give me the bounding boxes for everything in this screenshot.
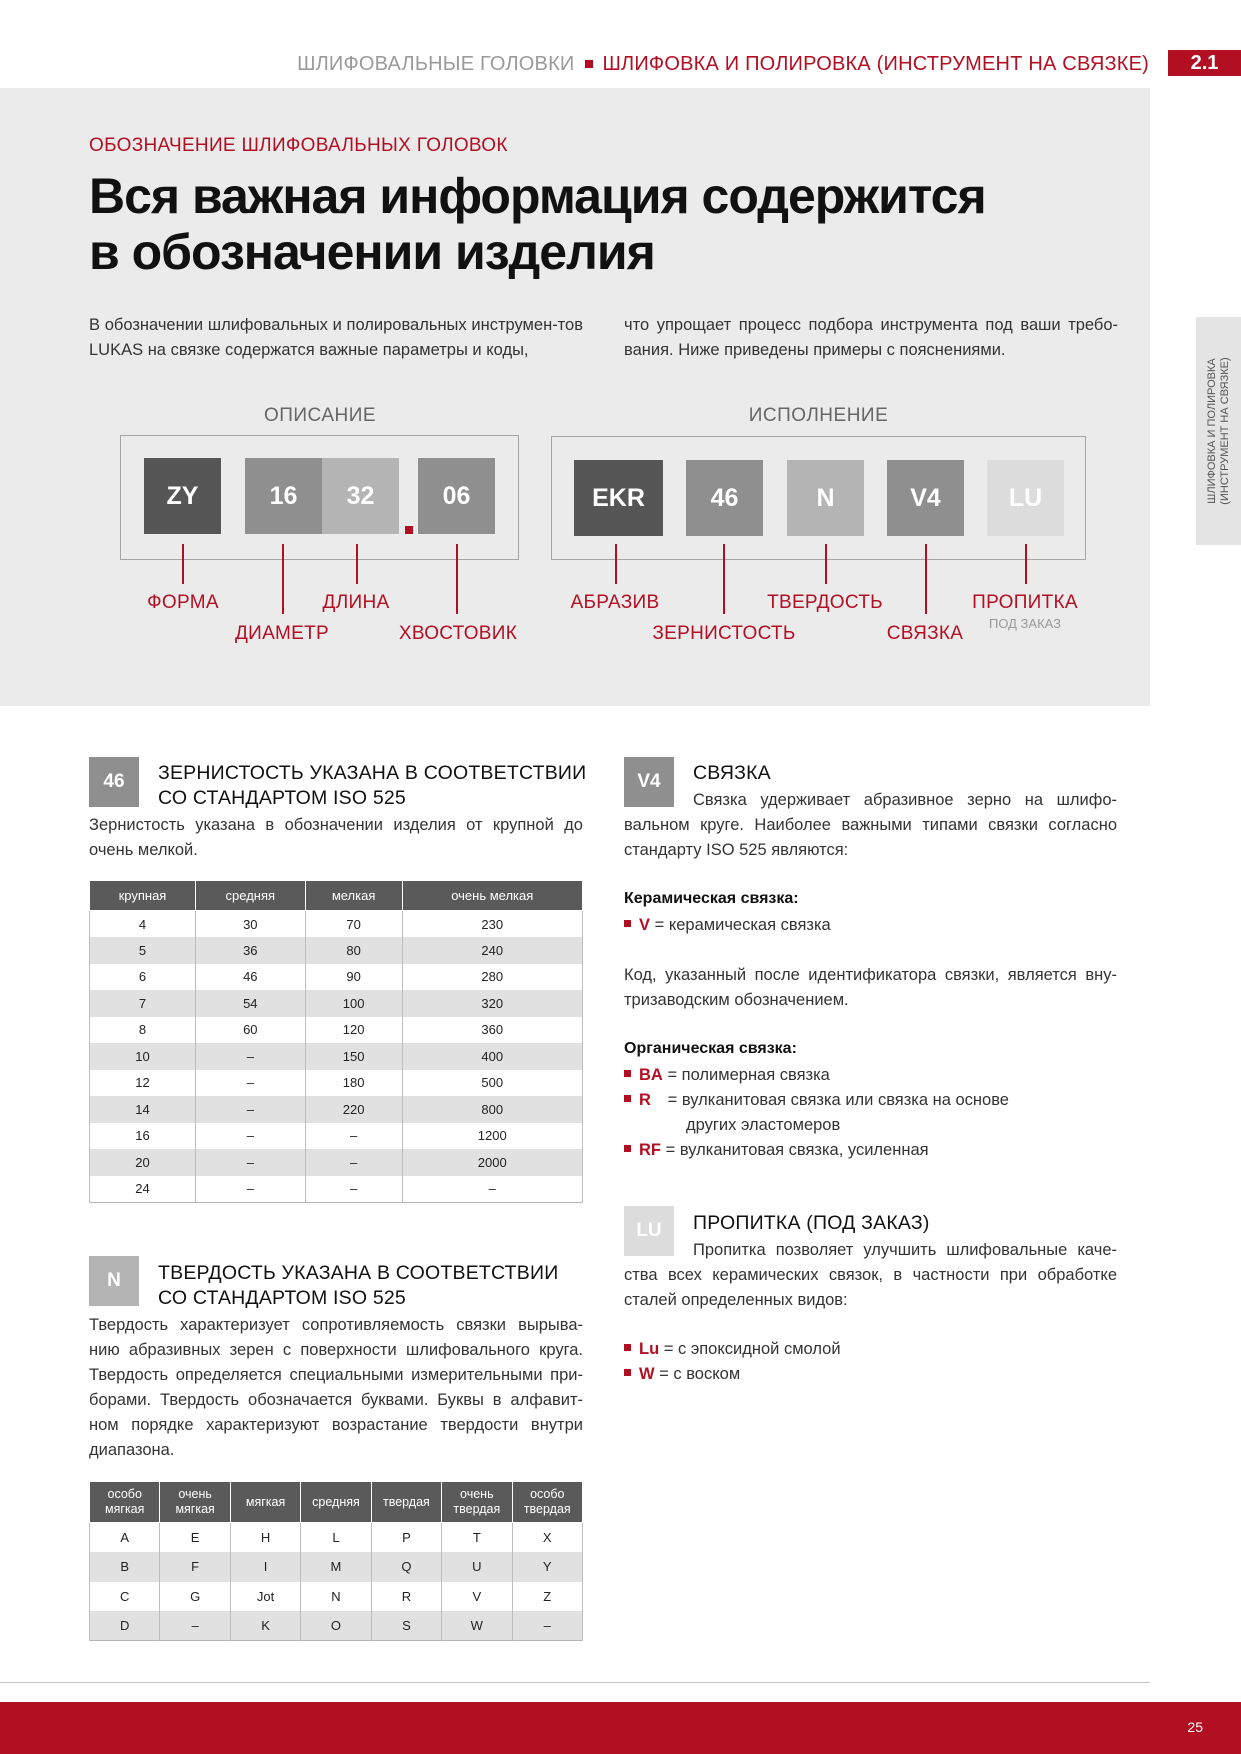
table-cell: 7 [90,990,196,1017]
label-shape: ФОРМА [147,592,219,613]
impregnation-item [624,1337,841,1362]
table-cell: 4 [90,911,196,938]
bond-code: BA [639,1066,663,1084]
table-cell: 5 [90,937,196,964]
label-grain: ЗЕРНИСТОСТЬ [652,623,796,644]
table-row [90,911,583,938]
col-line: твердая [523,1502,571,1516]
table-cell: T [442,1523,512,1553]
bond-desc: = полимерная связка [667,1066,830,1084]
col-line: твердая [382,1494,430,1509]
table-cell: 230 [402,911,582,938]
table-cell: 120 [305,1017,402,1044]
grain-heading-line2: СО СТАНДАРТОМ ISO 525 [158,787,406,809]
grain-heading [158,761,586,811]
table-cell: 36 [195,937,305,964]
grain-heading-line1: ЗЕРНИСТОСТЬ УКАЗАНА В СООТВЕТСТВИИ [158,762,587,784]
hardness-heading-line1: ТВЕРДОСТЬ УКАЗАНА В СООТВЕТСТВИИ [158,1262,559,1284]
table-cell: V [442,1582,512,1612]
table-cell: K [230,1611,300,1641]
col-line: твердая [453,1502,501,1516]
table-cell: E [160,1523,230,1553]
side-tab-line1: ШЛИФОВКА И ПОЛИРОВКА [1205,358,1218,504]
table-cell: D [90,1611,160,1641]
label-impregnation: ПРОПИТКА [972,592,1078,613]
label-hardness: ТВЕРДОСТЬ [767,592,883,613]
header-category: ШЛИФОВАЛЬНЫЕ ГОЛОВКИ [297,52,575,75]
table-cell: – [195,1070,305,1097]
table-cell: F [160,1552,230,1582]
hardness-table-body [90,1523,583,1641]
table-cell: – [195,1176,305,1203]
table-cell: Jot [230,1582,300,1612]
hardness-col-header [371,1482,441,1523]
col-line: особо [530,1487,565,1501]
label-diameter: ДИАМЕТР [234,623,330,644]
col-line: очень [460,1487,494,1501]
table-cell: 150 [305,1043,402,1070]
table-cell: A [90,1523,160,1553]
table-cell: 70 [305,911,402,938]
code-box-length: 32 [322,458,399,534]
table-cell: 500 [402,1070,582,1097]
leader-shank [456,544,458,614]
table-cell: C [90,1582,160,1612]
leader-hardness [825,544,827,584]
bullet [624,920,631,927]
col-line: очень [178,1487,212,1501]
table-cell: – [160,1611,230,1641]
impregnation-code: W [639,1365,655,1383]
grain-col-header: очень мелкая [402,881,582,911]
bond-code: RF [639,1141,661,1159]
table-cell: 16 [90,1123,196,1150]
hardness-col-header [301,1482,371,1523]
table-cell: P [371,1523,441,1553]
table-cell: 46 [195,964,305,991]
bond-code: V [639,916,651,934]
bullet [624,1369,631,1376]
organic-item [624,1063,830,1088]
leader-grain [723,544,725,614]
grain-chip: 46 [89,757,139,807]
grain-table-header [90,881,583,911]
col-line: средняя [312,1494,360,1509]
table-cell: 6 [90,964,196,991]
table-cell: 800 [402,1096,582,1123]
table-cell: 2000 [402,1149,582,1176]
table-row [90,1043,583,1070]
intro-right: что упрощает процесс подбора инструмента под ваши требо-вания. Ниже приведены примеры с пояснениями. [624,316,1118,359]
footer-divider [0,1682,1150,1683]
table-cell: R [371,1582,441,1612]
code-box-diameter: 16 [245,458,322,534]
header-separator [585,60,593,68]
table-cell: 320 [402,990,582,1017]
table-row [90,1582,583,1612]
ceramic-heading: Керамическая связка: [624,890,799,907]
table-cell: 90 [305,964,402,991]
bond-code: R [639,1091,651,1109]
table-cell: U [442,1552,512,1582]
leader-length [356,544,358,584]
code-dot-separator [405,526,413,534]
label-length: ДЛИНА [322,592,390,613]
col-line: мягкая [245,1494,286,1509]
bond-desc: = вулканитовая связка или связка на основе [667,1091,1009,1109]
hardness-table [89,1481,583,1641]
col-line: особо [107,1487,142,1501]
description-caption: ОПИСАНИЕ [263,405,377,426]
table-cell: 30 [195,911,305,938]
bond-text: Связка удерживает абразивное зерно на шлифо-вальном круге. Наиболее важными типами связки согласно стандарту ISO 525 являются: [624,791,1117,859]
bond-note: Код, указанный после идентификатора связки, является вну-тризаводским обозначением. [624,966,1117,1009]
hardness-col-header [160,1482,230,1523]
table-row [90,990,583,1017]
ceramic-item [624,913,831,938]
impregnation-desc: = с эпоксидной смолой [663,1340,841,1358]
table-cell: 180 [305,1070,402,1097]
grain-table [89,880,583,1203]
side-tab-line2: (ИНСТРУМЕНТ НА СВЯЗКЕ) [1218,357,1231,505]
table-row [90,1070,583,1097]
bond-desc: = вулканитовая связка, усиленная [665,1141,929,1159]
bond-heading: СВЯЗКА [693,762,771,784]
table-cell: 12 [90,1070,196,1097]
intro-left: В обозначении шлифовальных и полировальных инструмен-тов LUKAS на связке содержатся важные параметры и коды, [89,316,583,359]
bond-desc: = керамическая связка [654,916,831,934]
table-cell: 400 [402,1043,582,1070]
hardness-text: Твердость характеризует сопротивляемость связки вырыва-нию абразивных зерен с поверхности шлифовального круга. Твердость определяется специальными измерительными при-борами. Твердость обозначается буквами. Буквы в алфавит-ном порядке характеризуют возрастание твердости внутри диапазона. [89,1316,583,1459]
impregnation-heading: ПРОПИТКА (ПОД ЗАКАЗ) [693,1212,930,1234]
table-row [90,1523,583,1553]
grain-col-header: мелкая [305,881,402,911]
impregnation-chip: LU [624,1206,674,1256]
impregnation-item [624,1362,740,1387]
grain-text: Зернистость указана в обозначении изделия от крупной до очень мелкой. [89,816,583,859]
code-box-hardness: N [787,460,864,536]
title-line1: Вся важная информация содержится [89,168,986,224]
footer-bar [0,1702,1241,1754]
label-bond: СВЯЗКА [886,623,964,644]
impregnation-code: Lu [639,1340,660,1358]
table-cell: G [160,1582,230,1612]
table-cell: – [195,1123,305,1150]
section-number-badge: 2.1 [1168,50,1241,76]
table-row [90,1176,583,1203]
code-box-impregnation: LU [987,460,1064,536]
grain-col-header: крупная [90,881,196,911]
hardness-heading [158,1261,558,1311]
col-line: мягкая [175,1502,215,1516]
table-cell: 1200 [402,1123,582,1150]
running-header [297,50,1149,78]
table-cell: 20 [90,1149,196,1176]
impregnation-desc: = с воском [659,1365,741,1383]
code-box-bond: V4 [887,460,964,536]
table-cell: 10 [90,1043,196,1070]
title-line2: в обозначении изделия [89,224,655,280]
table-cell: 100 [305,990,402,1017]
table-cell: – [305,1176,402,1203]
table-row [90,937,583,964]
code-box-shank: 06 [418,458,495,534]
table-row [90,1096,583,1123]
hardness-col-header [230,1482,300,1523]
bullet [624,1145,631,1152]
table-cell: 360 [402,1017,582,1044]
table-row [90,1017,583,1044]
table-cell: – [305,1123,402,1150]
hardness-col-header [442,1482,512,1523]
table-cell: B [90,1552,160,1582]
page-title [89,168,989,280]
table-row [90,1552,583,1582]
table-row [90,964,583,991]
table-cell: 220 [305,1096,402,1123]
hardness-heading-line2: СО СТАНДАРТОМ ISO 525 [158,1287,406,1309]
leader-shape [182,544,184,584]
table-cell: – [305,1149,402,1176]
table-cell: H [230,1523,300,1553]
table-cell: X [512,1523,582,1553]
table-cell: Y [512,1552,582,1582]
organic-item [624,1088,1009,1113]
organic-heading: Органическая связка: [624,1040,797,1057]
table-cell: – [195,1043,305,1070]
table-cell: – [195,1149,305,1176]
leader-bond [925,544,927,614]
table-cell: 54 [195,990,305,1017]
col-line: мягкая [105,1502,145,1516]
code-box-grain: 46 [686,460,763,536]
table-cell: 60 [195,1017,305,1044]
bullet [624,1095,631,1102]
leader-abrasive [615,544,617,584]
table-cell: – [195,1096,305,1123]
execution-caption: ИСПОЛНЕНИЕ [748,405,889,426]
code-box-shape: ZY [144,458,221,534]
table-cell: 240 [402,937,582,964]
label-abrasive: АБРАЗИВ [570,592,660,613]
table-row [90,1123,583,1150]
table-cell: – [512,1611,582,1641]
page-number: 25 [1187,1719,1203,1735]
table-cell: 80 [305,937,402,964]
table-row [90,1149,583,1176]
code-box-abrasive: EKR [574,460,663,536]
impregnation-text: Пропитка позволяет улучшить шлифовальные каче-ства всех керамических связок, в частности при обработке сталей определенных видов: [624,1241,1117,1309]
leader-impregnation [1025,544,1027,584]
table-cell: 14 [90,1096,196,1123]
header-section-title: ШЛИФОВКА И ПОЛИРОВКА (ИНСТРУМЕНТ НА СВЯЗКЕ) [602,52,1149,75]
table-cell: 280 [402,964,582,991]
hardness-col-header [90,1482,160,1523]
organic-item [624,1138,929,1163]
table-cell: I [230,1552,300,1582]
side-tab-text [1206,317,1232,545]
grain-table-body [90,911,583,1203]
table-cell: L [301,1523,371,1553]
table-cell: N [301,1582,371,1612]
organic-item-continuation: других эластомеров [686,1116,841,1134]
table-row [90,1611,583,1641]
table-cell: – [402,1176,582,1203]
bullet [624,1070,631,1077]
label-shank: ХВОСТОВИК [398,623,518,644]
table-cell: Z [512,1582,582,1612]
table-cell: W [442,1611,512,1641]
hero-kicker: ОБОЗНАЧЕНИЕ ШЛИФОВАЛЬНЫХ ГОЛОВОК [89,135,508,156]
hardness-col-header [512,1482,582,1523]
grain-col-header: средняя [195,881,305,911]
table-cell: M [301,1552,371,1582]
table-cell: Q [371,1552,441,1582]
table-cell: 24 [90,1176,196,1203]
table-cell: S [371,1611,441,1641]
label-impregnation-note: ПОД ЗАКАЗ [988,616,1062,631]
bond-chip: V4 [624,757,674,807]
side-tab [1196,317,1241,545]
bullet [624,1344,631,1351]
leader-diameter [282,544,284,614]
table-cell: 8 [90,1017,196,1044]
hardness-table-header [90,1482,583,1523]
hardness-chip: N [89,1256,139,1306]
table-cell: O [301,1611,371,1641]
